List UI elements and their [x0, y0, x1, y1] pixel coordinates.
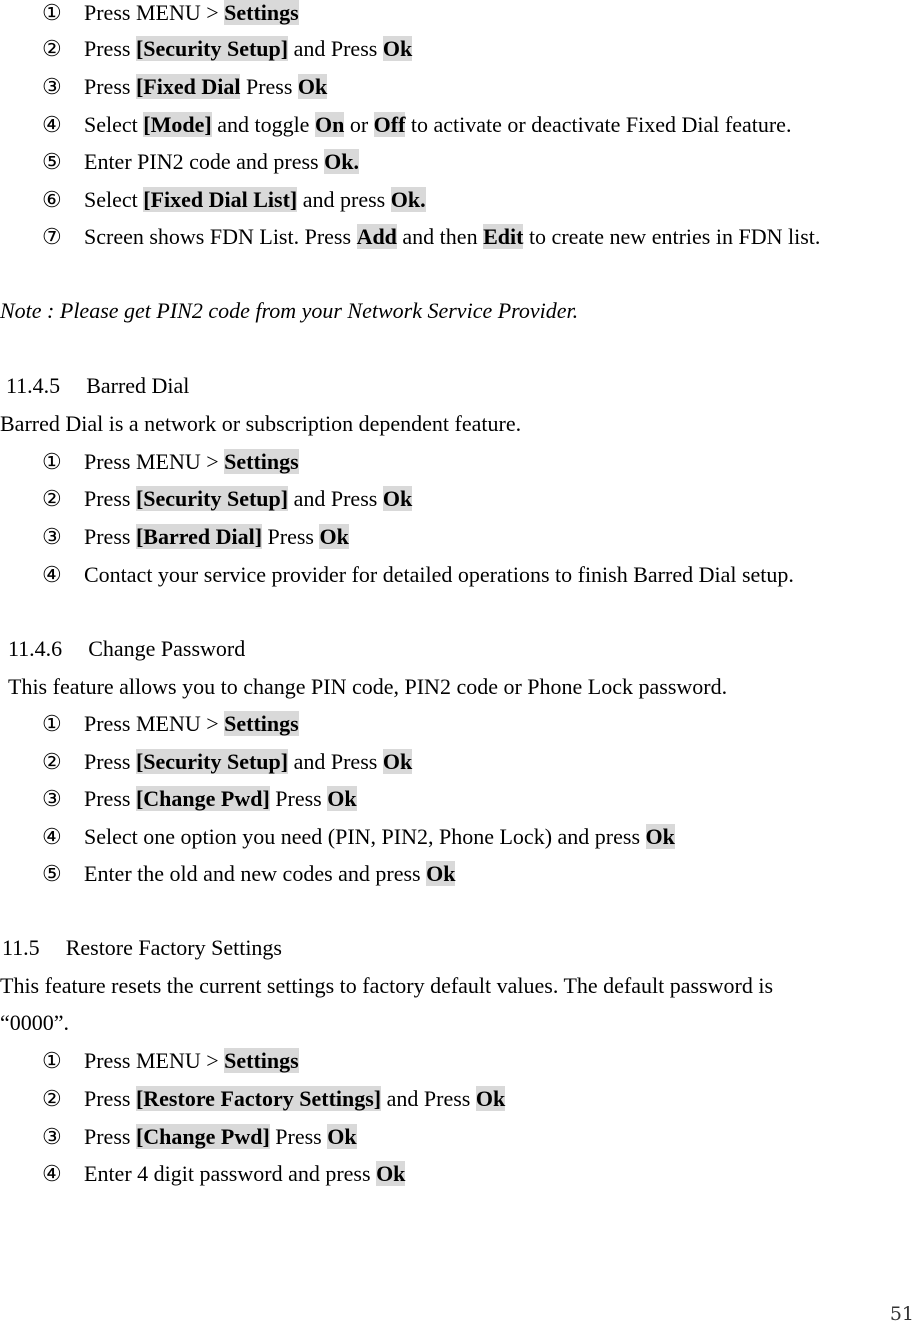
change-password-step-2 [42, 749, 412, 775]
section-title: Restore Factory Settings [65, 935, 282, 960]
step-key: Ok [382, 749, 413, 774]
page-number: 51 [889, 1303, 914, 1325]
step-number: ④ [42, 112, 62, 137]
step-text: Press MENU > [84, 711, 225, 736]
step-number: ⑥ [42, 187, 62, 212]
step-key: Ok. [390, 187, 426, 212]
change-password-step-5 [42, 861, 455, 887]
step-text: Press [240, 74, 298, 99]
step-key: Ok [297, 74, 328, 99]
step-text: Press MENU > [84, 0, 225, 25]
step-text: and press [297, 187, 391, 212]
barred-dial-step-2 [42, 486, 412, 512]
step-key: Edit [483, 224, 524, 249]
step-text: Enter 4 digit password and press [84, 1161, 377, 1186]
step-text: Press [84, 74, 136, 99]
step-number: ① [42, 0, 62, 25]
step-number: ② [42, 1086, 62, 1111]
change-password-intro: This feature allows you to change PIN code, PIN2 code or Phone Lock password. [8, 674, 728, 699]
step-key: Settings [224, 449, 299, 474]
section-title: Barred Dial [86, 373, 190, 398]
section-title: Change Password [88, 636, 246, 661]
step-text: Press [84, 1086, 136, 1111]
step-number: ⑦ [42, 224, 62, 249]
step-number: ④ [42, 1161, 62, 1186]
step-key: On [314, 112, 345, 137]
restore-step-2 [42, 1086, 505, 1112]
step-text: and Press [288, 749, 383, 774]
fixed-dial-step-2 [42, 36, 412, 62]
step-key: Off [373, 112, 406, 137]
step-text: Press MENU > [84, 1048, 225, 1073]
change-password-step-3 [42, 786, 357, 812]
step-number: ② [42, 36, 62, 61]
barred-dial-step-3 [42, 524, 349, 550]
step-text: or [344, 112, 374, 137]
step-text: and Press [381, 1086, 476, 1111]
section-number: 11.4.5 [6, 373, 61, 398]
step-text: Contact your service provider for detailed operations to finish Barred Dial setup. [84, 562, 794, 587]
fixed-dial-step-7 [42, 224, 820, 250]
step-key: Ok [327, 786, 357, 811]
step-key: Ok [319, 524, 349, 549]
section-number: 11.5 [2, 935, 40, 960]
step-key: [Security Setup] [135, 486, 289, 511]
step-number: ⑤ [42, 861, 62, 886]
step-key: [Fixed Dial [135, 74, 241, 99]
step-text: Press [262, 524, 320, 549]
step-key: [Security Setup] [135, 36, 289, 61]
step-key: [Fixed Dial List] [143, 187, 298, 212]
fixed-dial-step-3 [42, 74, 327, 100]
step-number: ④ [42, 824, 62, 849]
step-number: ② [42, 749, 62, 774]
step-number: ② [42, 486, 62, 511]
restore-intro-line-2: “0000”. [0, 1010, 70, 1035]
step-text: Press [84, 749, 136, 774]
step-key: [Barred Dial] [135, 524, 263, 549]
step-number: ③ [42, 1124, 62, 1149]
step-text: Press [84, 786, 136, 811]
step-text: Press [84, 524, 136, 549]
restore-step-1 [42, 1048, 299, 1074]
step-number: ① [42, 711, 62, 736]
step-key: Ok [376, 1161, 406, 1186]
fixed-dial-step-5 [42, 149, 359, 175]
step-text: Press [84, 36, 136, 61]
step-number: ③ [42, 524, 62, 549]
step-key: Ok [645, 824, 675, 849]
step-text: to create new entries in FDN list. [523, 224, 821, 249]
step-key: [Security Setup] [135, 749, 289, 774]
step-text: Press [269, 1124, 328, 1149]
change-password-step-4 [42, 824, 675, 850]
barred-dial-intro: Barred Dial is a network or subscription dependent feature. [0, 411, 522, 436]
step-number: ① [42, 1048, 62, 1073]
step-key: Ok [426, 861, 456, 886]
step-text: and toggle [211, 112, 315, 137]
barred-dial-heading [6, 373, 189, 399]
restore-heading [2, 935, 282, 961]
step-number: ③ [42, 74, 62, 99]
step-text: Enter PIN2 code and press [84, 149, 325, 174]
step-number: ⑤ [42, 149, 62, 174]
step-text: Press [84, 1124, 136, 1149]
barred-dial-step-4 [42, 562, 794, 588]
step-text: and Press [288, 486, 383, 511]
step-key: Add [356, 224, 397, 249]
step-key: [Change Pwd] [135, 786, 270, 811]
step-key: Ok [382, 486, 413, 511]
step-text: Press [84, 486, 136, 511]
restore-step-4 [42, 1161, 405, 1187]
fixed-dial-step-4 [42, 112, 791, 138]
step-key: Settings [224, 711, 299, 736]
step-text: Select [84, 112, 144, 137]
step-key: Ok [475, 1086, 506, 1111]
step-key: [Change Pwd] [135, 1124, 270, 1149]
restore-step-3 [42, 1124, 357, 1150]
step-key: [Restore Factory Settings] [135, 1086, 382, 1111]
change-password-step-1 [42, 711, 299, 737]
step-key: Ok [382, 36, 413, 61]
step-text: Screen shows FDN List. Press [84, 224, 357, 249]
step-text: to activate or deactivate Fixed Dial feature. [405, 112, 792, 137]
fixed-dial-step-1 [42, 0, 299, 26]
pin2-note: Note : Please get PIN2 code from your Network Service Provider. [0, 298, 579, 323]
step-text: Press MENU > [84, 449, 225, 474]
step-number: ① [42, 449, 62, 474]
barred-dial-step-1 [42, 449, 299, 475]
section-number: 11.4.6 [8, 636, 63, 661]
restore-intro-line-1: This feature resets the current settings to factory default values. The default password is [0, 973, 774, 998]
step-number: ④ [42, 562, 62, 587]
step-text: Press [269, 786, 328, 811]
fixed-dial-step-6 [42, 187, 426, 213]
change-password-heading [8, 636, 245, 662]
step-key: [Mode] [143, 112, 212, 137]
step-key: Ok [327, 1124, 357, 1149]
step-text: Select [84, 187, 144, 212]
step-number: ③ [42, 786, 62, 811]
step-key: Ok. [324, 149, 359, 174]
step-key: Settings [224, 0, 299, 25]
step-text: and Press [288, 36, 383, 61]
step-text: Enter the old and new codes and press [84, 861, 427, 886]
step-text: and then [396, 224, 484, 249]
step-key: Settings [224, 1048, 299, 1073]
step-text: Select one option you need (PIN, PIN2, Phone Lock) and press [84, 824, 646, 849]
